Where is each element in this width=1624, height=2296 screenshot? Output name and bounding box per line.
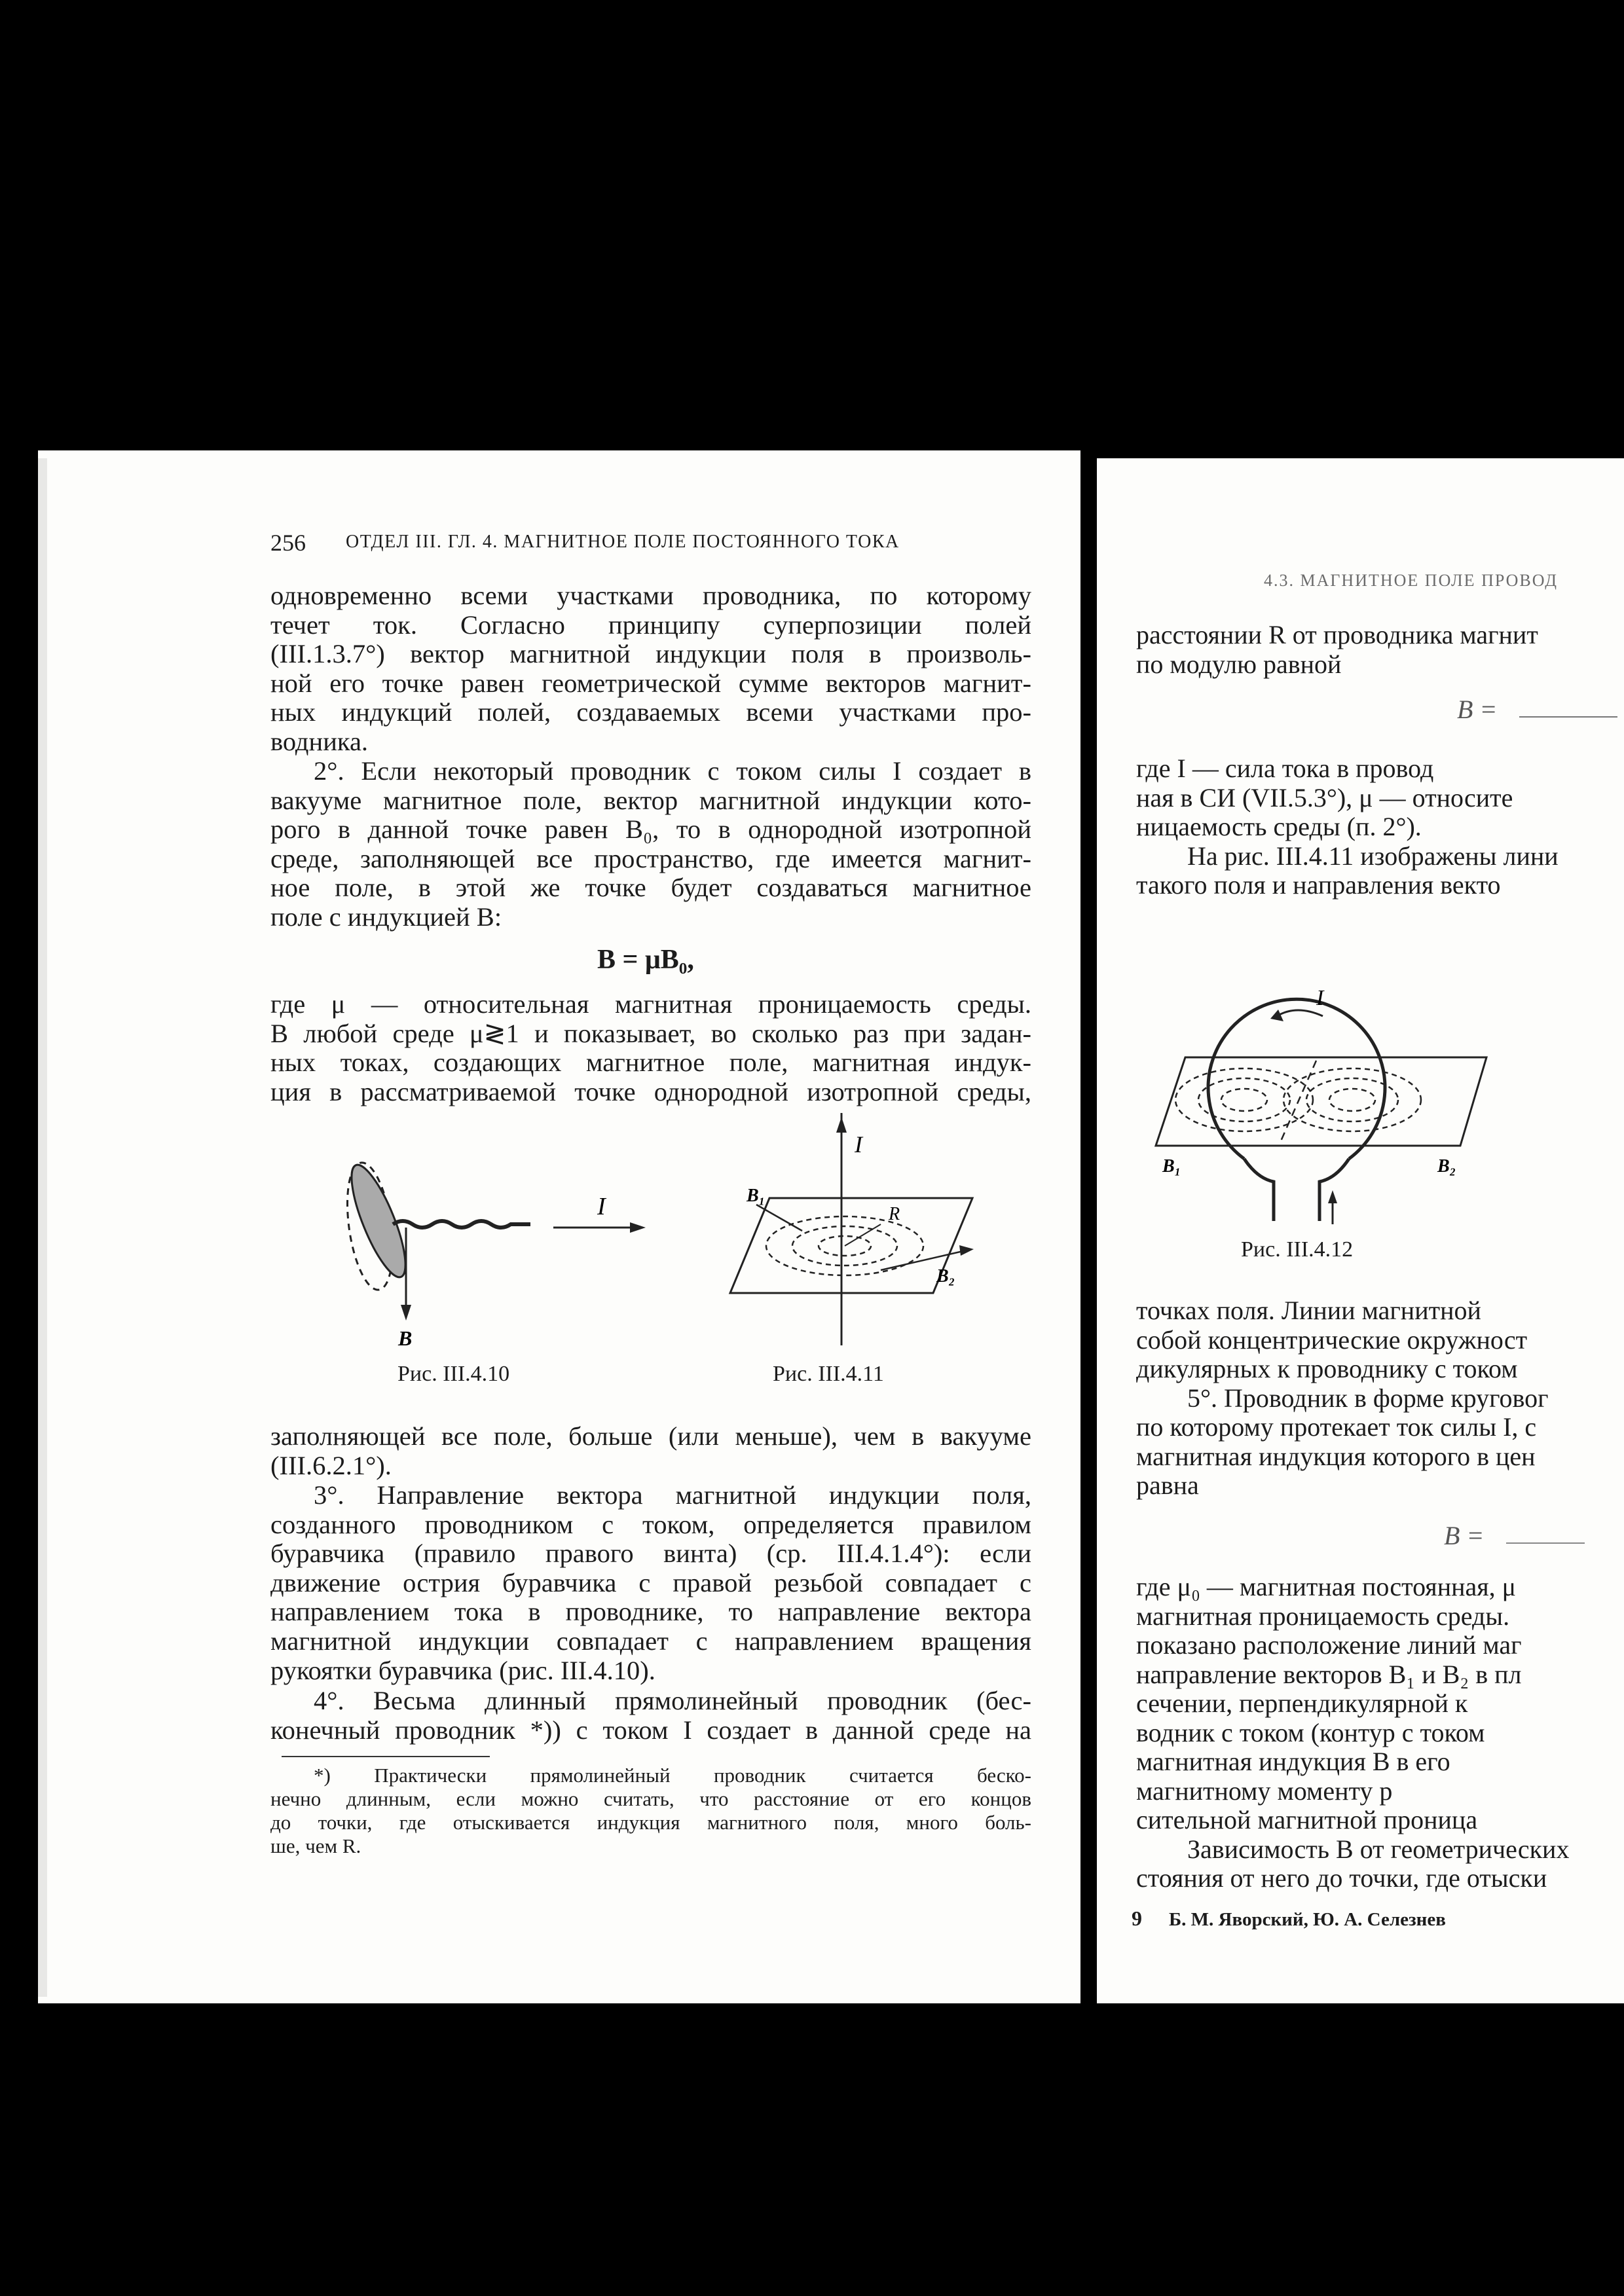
formula-b-mu-b0: B = μB₀,	[597, 945, 694, 975]
figure-straight-conductor	[717, 1113, 992, 1349]
text-line: ше, чем R.	[270, 1834, 361, 1857]
text-line: вакууме магнитное поле, вектор магнитной индукции кото-	[270, 785, 1031, 815]
text-line: магнитному моменту p	[1136, 1776, 1393, 1806]
paragraph-5	[270, 1481, 1031, 1685]
text-line: сительной магнитной проница	[1136, 1805, 1478, 1834]
figure-caption: Рис. III.4.10	[397, 1362, 510, 1386]
right-paragraph-end	[1136, 1573, 1624, 1893]
footnote-rule	[282, 1756, 490, 1757]
text-line: направлением тока в проводнике, то направление вектора	[270, 1597, 1031, 1627]
text-line: одновременно всеми участками проводника, по которому	[270, 581, 1031, 610]
figure-circular-loop	[1153, 975, 1493, 1231]
paragraph-1	[270, 581, 1031, 757]
text-line: буравчика (правило правого винта) (ср. III.4.1.4°): если	[270, 1539, 1031, 1569]
figure-b1-label: B₁	[747, 1186, 766, 1206]
figure-gimlet	[327, 1149, 668, 1365]
text-line: *) Практически прямолинейный проводник считается беско-	[314, 1764, 1031, 1787]
text-line: 5°. Проводник в форме круговог	[1187, 1383, 1549, 1413]
figure-field-label: B	[398, 1326, 413, 1350]
text-line: где μ — относительная магнитная проницаемость среды.	[270, 989, 1031, 1019]
figure-current-label: I	[855, 1131, 862, 1157]
paragraph-6	[270, 1686, 1031, 1745]
text-line: 3°. Направление вектора магнитной индукции поля,	[314, 1480, 1031, 1510]
text-line: направление векторов B₁ и B₂ в пл	[1136, 1659, 1522, 1689]
figure-current-label: I	[597, 1193, 606, 1220]
text-line: такого поля и направления векто	[1136, 870, 1501, 900]
paragraph-3	[270, 990, 1031, 1106]
text-line: ных индукций полей, создаваемых всеми участками про-	[270, 697, 1031, 727]
figure-b1-label: B₁	[1162, 1156, 1181, 1176]
text-line: На рис. III.4.11 изображены лини	[1187, 841, 1559, 871]
page-number: 256	[270, 530, 306, 556]
text-line: стояния от него до точки, где отыски	[1136, 1863, 1547, 1893]
text-line: (III.6.2.1°).	[270, 1450, 392, 1480]
text-line: магнитная проницаемость среды.	[1136, 1601, 1510, 1631]
text-line: движение острия буравчика с правой резьбой совпадает с	[270, 1567, 1031, 1597]
text-line: водника.	[270, 726, 369, 756]
text-line: 2°. Если некоторый проводник с током силы I создает в	[314, 756, 1031, 786]
text-line: до точки, где отыскивается индукция магнитного поля, много боль-	[270, 1811, 1031, 1834]
text-line: заполняющей все поле, больше (или меньше), чем в вакууме	[270, 1421, 1031, 1451]
text-line: 4°. Весьма длинный прямолинейный проводник (бес-	[314, 1686, 1031, 1715]
text-line: созданного проводником с током, определяется правилом	[270, 1509, 1031, 1539]
text-line: рого в данной точке равен B₀, то в однородной изотропной	[270, 814, 1031, 845]
right-paragraph-bottom	[1136, 1296, 1624, 1501]
right-formula-2: B =	[1444, 1521, 1485, 1550]
text-line: ной его точке равен геометрической сумме векторов магнит-	[270, 668, 1031, 698]
signature-number: 9	[1132, 1906, 1142, 1930]
page-gutter	[1080, 450, 1097, 2009]
paragraph-2	[270, 757, 1031, 932]
figure-radius-label: R	[889, 1204, 900, 1224]
text-line: ницаемость среды (п. 2°).	[1136, 812, 1422, 841]
paragraph-4	[270, 1422, 1031, 1480]
text-line: сечении, перпендикулярной к	[1136, 1688, 1468, 1718]
formula-fraction-line	[1519, 716, 1617, 718]
text-line: водник с током (контур с током	[1136, 1717, 1485, 1747]
text-line: В любой среде μ≷1 и показывает, во сколько раз при задан-	[270, 1018, 1031, 1048]
figure-b2-label: B₂	[1437, 1156, 1456, 1176]
text-line: дикулярных к проводнику с током	[1136, 1354, 1518, 1383]
text-line: поле с индукцией B:	[270, 902, 502, 932]
figure-b2-label: B₂	[936, 1266, 955, 1286]
text-line: ция в рассматриваемой точке однородной изотропной среды,	[270, 1076, 1031, 1106]
text-line: Зависимость B от геометрических	[1187, 1834, 1570, 1864]
left-page-edge	[38, 458, 47, 1997]
running-title: ОТДЕЛ III. ГЛ. 4. МАГНИТНОЕ ПОЛЕ ПОСТОЯННОГО ТОКА	[346, 532, 900, 552]
figure-current-label: I	[1316, 986, 1324, 1010]
right-formula-1: B =	[1457, 695, 1498, 724]
text-line: конечный проводник *)) с током I создает в данной среде на	[270, 1715, 1031, 1745]
text-line: магнитная индукция B в его	[1136, 1747, 1450, 1776]
text-line: ных токах, создающих магнитное поле, магнитная индук-	[270, 1048, 1031, 1078]
text-line: магнитная индукция которого в цен	[1136, 1441, 1536, 1471]
text-line: ная в СИ (VII.5.3°), μ — относите	[1136, 782, 1513, 812]
text-line: по которому протекает ток силы I, с	[1136, 1412, 1537, 1442]
formula-fraction-line	[1506, 1542, 1585, 1544]
figure-caption: Рис. III.4.12	[1241, 1237, 1354, 1262]
text-line: нечно длинным, если можно считать, что расстояние от его концов	[270, 1787, 1031, 1810]
text-line: показано расположение линий маг	[1136, 1630, 1522, 1660]
footnote	[270, 1764, 1031, 1858]
right-running-title: 4.3. МАГНИТНОЕ ПОЛЕ ПРОВОД	[1264, 571, 1558, 590]
text-line: где μ₀ — магнитная постоянная, μ	[1136, 1572, 1517, 1601]
text-line: расстоянии R от проводника магнит	[1136, 620, 1538, 649]
text-line: рукоятки буравчика (рис. III.4.10).	[270, 1655, 655, 1685]
right-paragraph-mid	[1136, 754, 1624, 900]
text-line: магнитной индукции совпадает с направлением вращения	[270, 1626, 1031, 1656]
text-line: равна	[1136, 1470, 1199, 1500]
right-paragraph-top	[1136, 621, 1624, 679]
text-line: ное поле, в этой же точке будет создаваться магнитное	[270, 873, 1031, 903]
text-line: (III.1.3.7°) вектор магнитной индукции поля в произволь-	[270, 639, 1031, 669]
signature-authors: Б. М. Яворский, Ю. А. Селезнев	[1169, 1909, 1446, 1930]
text-line: по модулю равной	[1136, 649, 1342, 679]
text-line: среде, заполняющей все пространство, где имеется магнит-	[270, 843, 1031, 873]
text-line: течет ток. Согласно принципу суперпозиции полей	[270, 610, 1031, 640]
text-line: собой концентрические окружност	[1136, 1324, 1528, 1355]
text-line: точках поля. Линии магнитной	[1136, 1296, 1481, 1325]
text-line: где I — сила тока в провод	[1136, 754, 1434, 783]
figure-caption: Рис. III.4.11	[773, 1362, 884, 1386]
